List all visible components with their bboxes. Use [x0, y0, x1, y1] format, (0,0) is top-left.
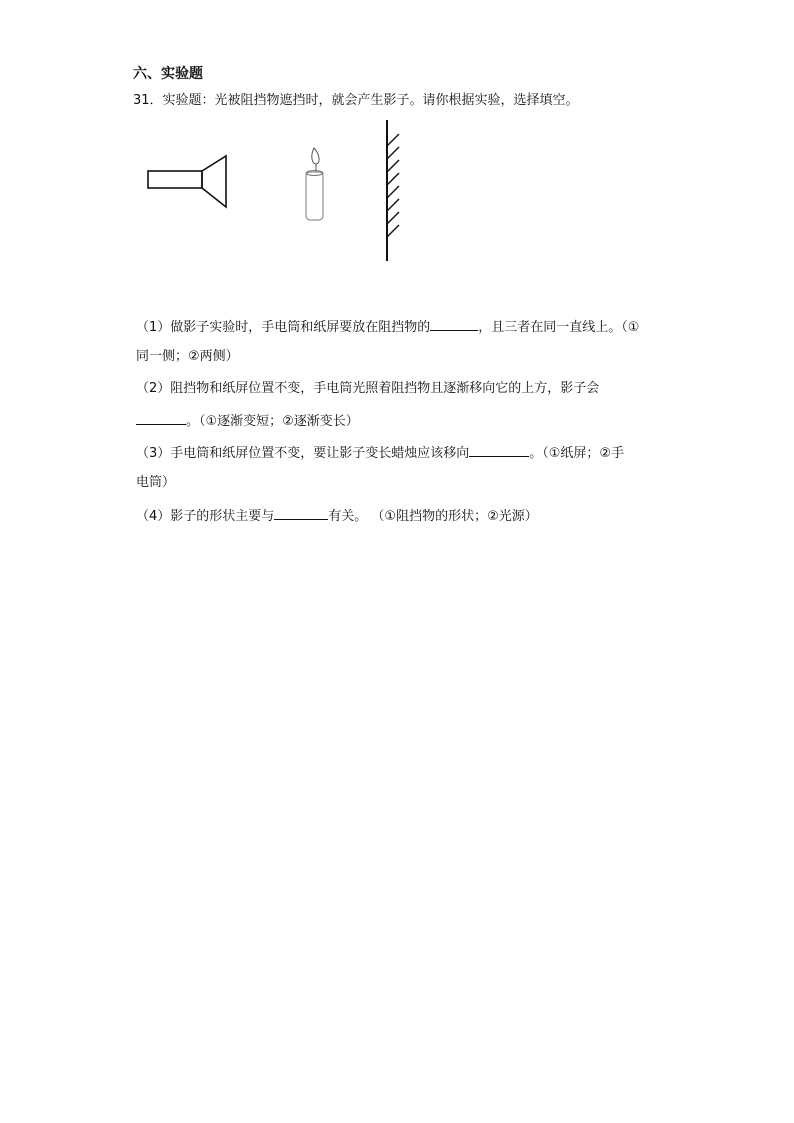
flashlight-icon — [148, 156, 226, 207]
question-text: 实验题：光被阻挡物遮挡时，就会产生影子。请你根据实验，选择填空。 — [162, 93, 579, 108]
question-title — [133, 89, 579, 108]
question-number: 31． — [133, 93, 163, 108]
paper-screen-icon — [387, 120, 399, 261]
answer-blank-2[interactable] — [136, 412, 186, 425]
item-1-line-1: （1）做影子实验时，手电筒和纸屏要放在阻挡物的 ，且三者在同一直线上。（① — [136, 320, 640, 335]
item-4-line: （4）影子的形状主要与 有关。 （①阻挡物的形状；②光源） — [136, 509, 538, 524]
section-title: 六、实验题 — [133, 66, 203, 82]
answer-blank-4[interactable] — [274, 507, 328, 520]
item-3-line-2: 电筒） — [136, 475, 176, 490]
item-3-line-1: （3）手电筒和纸屏位置不变，要让影子变长蜡烛应该移向 。（①纸屏；②手 — [136, 446, 625, 461]
answer-blank-3[interactable] — [469, 444, 529, 457]
experiment-diagram — [140, 116, 410, 266]
item-2-line-1: （2）阻挡物和纸屏位置不变，手电筒光照着阻挡物且逐渐移向它的上方，影子会 — [136, 381, 600, 396]
answer-blank-1[interactable] — [430, 318, 478, 331]
candle-icon — [306, 148, 323, 220]
item-2-line-2: 。（①逐渐变短；②逐渐变长） — [136, 412, 359, 430]
item-1-line-2: 同一侧；②两侧） — [136, 349, 239, 364]
